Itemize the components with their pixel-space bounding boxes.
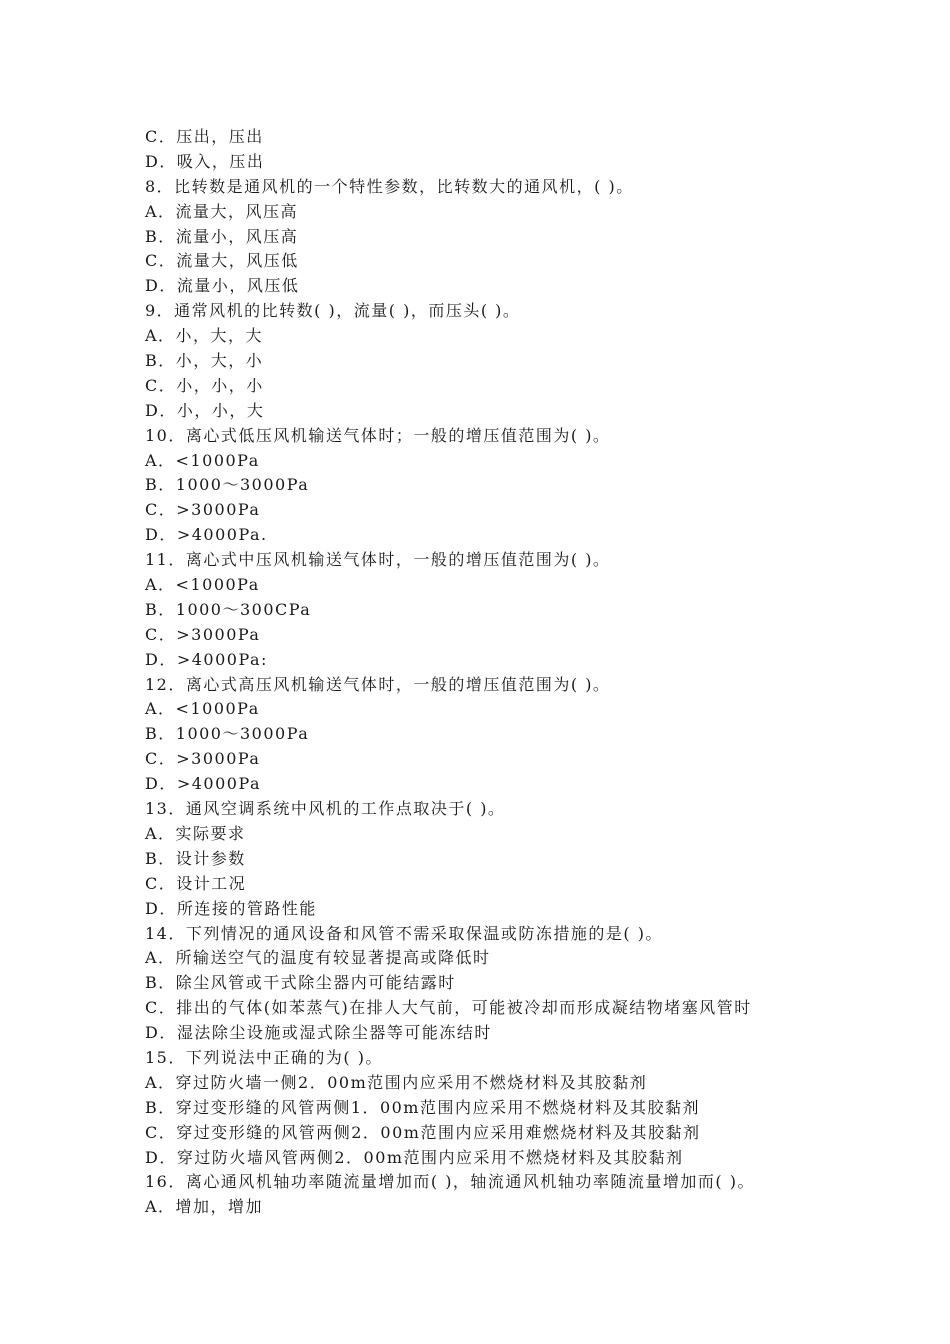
text-line: A．<1000Pa bbox=[145, 699, 260, 719]
text-line: 16．离心通风机轴功率随流量增加而( )，轴流通风机轴功率随流量增加而( )。 bbox=[145, 1172, 756, 1192]
text-line: A．<1000Pa bbox=[145, 575, 260, 595]
text-line: C．小，小，小 bbox=[145, 375, 264, 395]
text-line: 13．通风空调系统中风机的工作点取决于( )。 bbox=[145, 799, 506, 819]
text-line: A．所输送空气的温度有较显著提高或降低时 bbox=[145, 948, 491, 968]
text-line: C．流量大，风压低 bbox=[145, 251, 299, 271]
text-line: D．所连接的管路性能 bbox=[145, 898, 317, 918]
text-line: 12．离心式高压风机输送气体时，一般的增压值范围为( )。 bbox=[145, 674, 611, 694]
text-line: B．穿过变形缝的风管两侧1．00m范围内应采用不燃烧材料及其胶黏剂 bbox=[145, 1097, 700, 1117]
text-line: A．小，大，大 bbox=[145, 326, 264, 346]
text-line: 10．离心式低压风机输送气体时；一般的增压值范围为( )。 bbox=[145, 425, 611, 445]
text-line: C．穿过变形缝的风管两侧2．00m范围内应采用难燃烧材料及其胶黏剂 bbox=[145, 1122, 701, 1142]
text-line: B．除尘风管或干式除尘器内可能结露时 bbox=[145, 973, 456, 993]
text-line: D．>4000Pa bbox=[145, 774, 262, 794]
text-line: C．>3000Pa bbox=[145, 500, 261, 520]
text-line: D．吸入，压出 bbox=[145, 151, 265, 171]
text-line: C．>3000Pa bbox=[145, 749, 261, 769]
text-line: C．设计工况 bbox=[145, 873, 247, 893]
text-line: D．流量小，风压低 bbox=[145, 276, 300, 296]
text-line: A．穿过防火墙一侧2．00m范围内应采用不燃烧材料及其胶黏剂 bbox=[145, 1072, 648, 1092]
text-line: D．小，小，大 bbox=[145, 400, 265, 420]
text-line: 11．离心式中压风机输送气体时，一般的增压值范围为( )。 bbox=[145, 550, 611, 570]
text-line: D．湿法除尘设施或湿式除尘器等可能冻结时 bbox=[145, 1023, 492, 1043]
text-line: A．实际要求 bbox=[145, 823, 246, 843]
text-line: 14．下列情况的通风设备和风管不需采取保温或防冻措施的是( )。 bbox=[145, 923, 663, 943]
text-line: A．流量大，风压高 bbox=[145, 201, 299, 221]
text-line: D．穿过防火墙风管两侧2．00m范围内应采用不燃烧材料及其胶黏剂 bbox=[145, 1147, 684, 1167]
text-line: B．1000～3000Pa bbox=[145, 724, 310, 744]
text-line: 8．比转数是通风机的一个特性参数，比转数大的通风机，( )。 bbox=[145, 176, 634, 196]
text-line: D．>4000Pa: bbox=[145, 649, 268, 669]
text-line: B．流量小，风压高 bbox=[145, 226, 299, 246]
text-line: C．>3000Pa bbox=[145, 624, 261, 644]
text-line: B．1000～300CPa bbox=[145, 599, 312, 619]
text-line: B．设计参数 bbox=[145, 848, 246, 868]
text-line: D．>4000Pa. bbox=[145, 525, 268, 545]
text-line: A．增加，增加 bbox=[145, 1197, 264, 1217]
text-line: C．排出的气体(如苯蒸气)在排人大气前，可能被冷却而形成凝结物堵塞风管时 bbox=[145, 998, 752, 1018]
text-line: C．压出，压出 bbox=[145, 127, 264, 146]
question-text bbox=[145, 125, 845, 1220]
text-line: B．小，大，小 bbox=[145, 351, 264, 371]
text-line: 9．通常风机的比转数( )，流量( )，而压头( )。 bbox=[145, 301, 521, 321]
text-line: A．<1000Pa bbox=[145, 450, 260, 470]
text-line: 15．下列说法中正确的为( )。 bbox=[145, 1047, 383, 1067]
text-line: B．1000～3000Pa bbox=[145, 475, 310, 495]
